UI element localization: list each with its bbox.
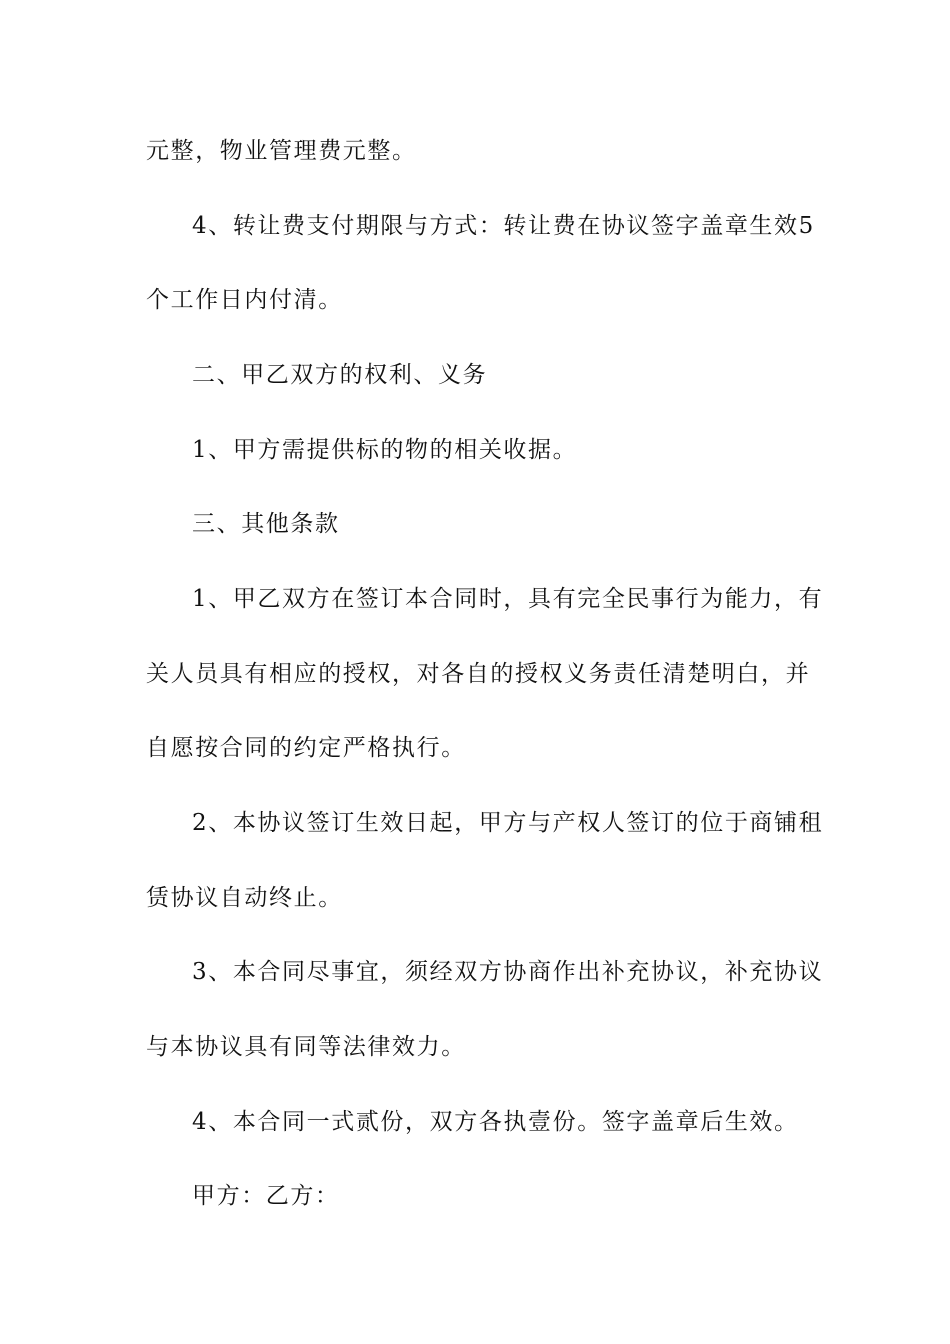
paragraph-line: 2、本协议签订生效日起，甲方与产权人签订的位于商铺租 — [192, 810, 824, 836]
paragraph-line: 自愿按合同的约定严格执行。 — [146, 735, 466, 761]
section-heading: 二、甲乙双方的权利、义务 — [192, 362, 488, 388]
paragraph-line: 与本协议具有同等法律效力。 — [146, 1034, 466, 1060]
paragraph-line: 赁协议自动终止。 — [146, 885, 343, 911]
paragraph-line: 4、转让费支付期限与方式：转让费在协议签字盖章生效5 — [192, 213, 815, 239]
signature-line: 甲方：乙方： — [192, 1183, 340, 1209]
paragraph-line: 1、甲乙双方在签订本合同时，具有完全民事行为能力，有 — [192, 586, 824, 612]
paragraph-line: 关人员具有相应的授权，对各自的授权义务责任清楚明白，并 — [146, 661, 811, 687]
section-heading: 三、其他条款 — [192, 511, 340, 537]
paragraph-line: 4、本合同一式贰份，双方各执壹份。签字盖章后生效。 — [192, 1109, 799, 1135]
paragraph-line: 元整，物业管理费元整。 — [146, 138, 417, 164]
paragraph-line: 3、本合同尽事宜，须经双方协商作出补充协议，补充协议 — [192, 959, 824, 985]
paragraph-line: 1、甲方需提供标的物的相关收据。 — [192, 437, 578, 463]
paragraph-line: 个工作日内付清。 — [146, 287, 343, 313]
